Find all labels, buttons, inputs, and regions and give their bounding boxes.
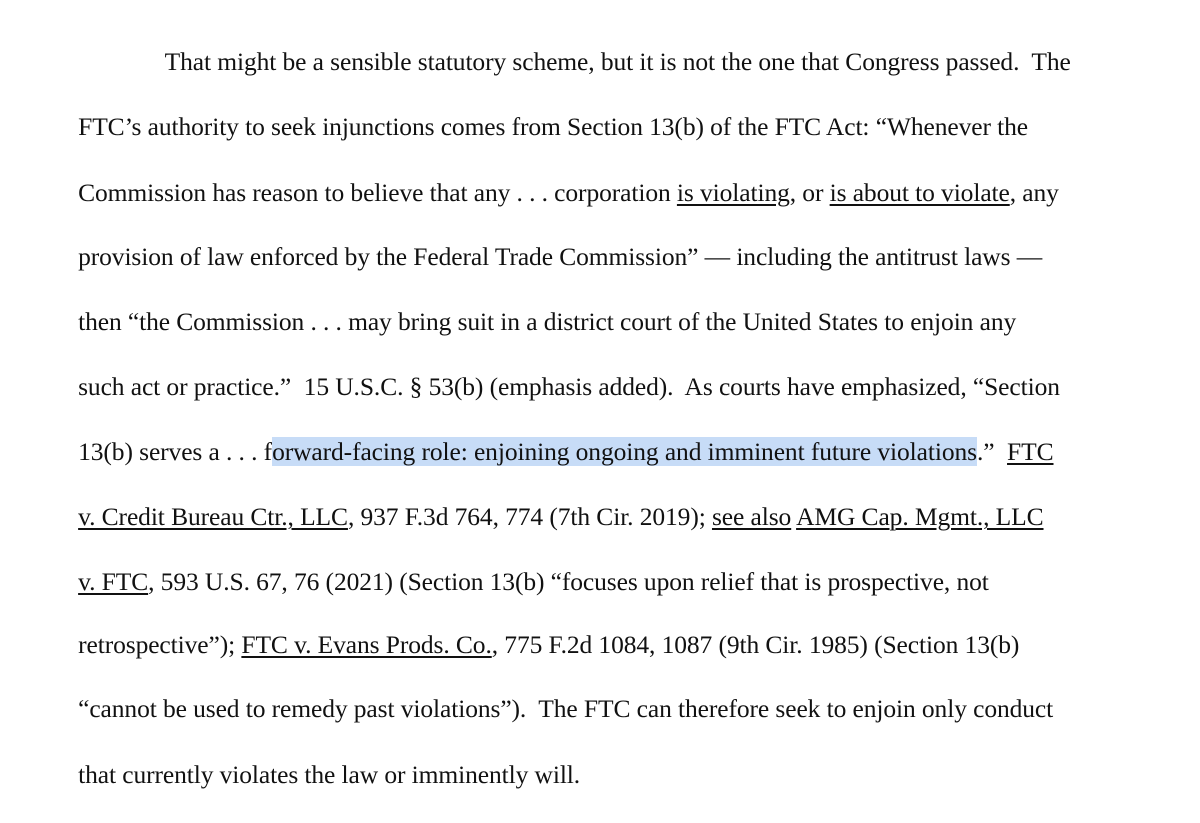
text-selection-highlight[interactable]: orward-facing role: enjoining ongoing and imminent future violations — [272, 437, 977, 466]
text-span: , any — [1009, 178, 1059, 207]
text-span: That might be a sensible statutory scheme, but it is not the one that Congress passed. The — [164, 47, 1071, 76]
text-span: such act or practice.” 15 U.S.C. § 53(b) (emphasis added). As courts have emphasized, “Section — [78, 372, 1060, 401]
text-span: “cannot be used to remedy past violations”). The FTC can therefore seek to enjoin only conduct — [78, 694, 1054, 723]
case-citation-link: v. FTC — [78, 567, 149, 596]
emphasis-underline: is violating — [676, 178, 790, 207]
signal-underline: see also — [711, 502, 792, 531]
text-span: 13(b) serves a . . . f — [78, 437, 273, 466]
text-span: that currently violates the law or imminently will. — [78, 760, 581, 789]
text-span: FTC’s authority to seek injunctions comes from Section 13(b) of the FTC Act: “Whenever the — [78, 112, 1028, 141]
text-span: retrospective”); — [78, 630, 242, 659]
text-span: then “the Commission . . . may bring suit in a district court of the United States to enjoin any — [78, 307, 1017, 336]
text-span: , 593 U.S. 67, 76 (2021) (Section 13(b) “focuses upon relief that is prospective, not — [148, 567, 989, 596]
text-line-12 — [53, 727, 580, 823]
text-span: Commission has reason to believe that any . . . corporation — [78, 178, 677, 207]
case-citation-link: FTC — [1007, 437, 1054, 466]
case-citation-link: FTC v. Evans Prods. Co. — [241, 630, 492, 659]
text-span: .” — [976, 437, 1008, 466]
emphasis-underline: is about to violate — [829, 178, 1010, 207]
text-span: provision of law enforced by the Federal Trade Commission” — including the antitrust laws — — [78, 242, 1043, 271]
case-citation-link: v. Credit Bureau Ctr., LLC — [78, 502, 348, 531]
text-span: , or — [789, 178, 830, 207]
text-span: , 775 F.2d 1084, 1087 (9th Cir. 1985) (Section 13(b) — [491, 630, 1020, 659]
text-span: , 937 F.3d 764, 774 (7th Cir. 2019); — [347, 502, 712, 531]
case-citation-link: AMG Cap. Mgmt., LLC — [796, 502, 1044, 531]
